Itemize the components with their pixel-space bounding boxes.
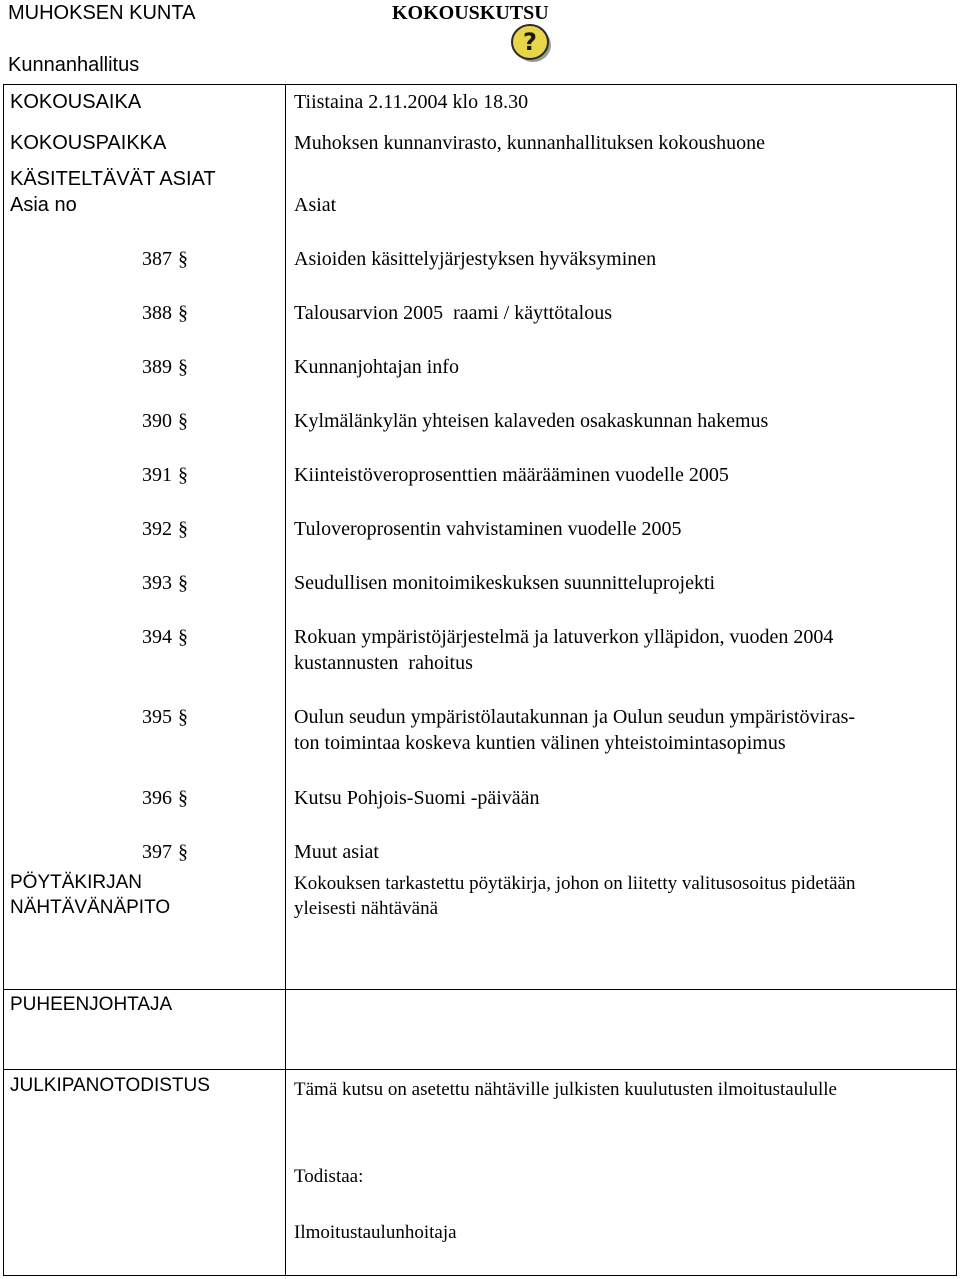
item-number: 393: [142, 572, 172, 594]
section-sign-icon: §: [178, 787, 188, 809]
item-title: Asioiden käsittelyjärjestyksen hyväksyminen: [294, 248, 657, 270]
meeting-time-label: KOKOUSAIKA: [10, 91, 142, 113]
section-sign-icon: §: [178, 302, 188, 324]
chairperson-label: PUHEENJOHTAJA: [10, 994, 173, 1015]
minutes-label-continued: NÄHTÄVÄNÄPITO: [10, 897, 171, 918]
section-sign-icon: §: [178, 464, 188, 486]
item-title-continued: kustannusten rahoitus: [294, 652, 473, 674]
item-title: Muut asiat: [294, 841, 379, 863]
item-title: Tuloveroprosentin vahvistaminen vuodelle 2005: [294, 518, 682, 540]
item-number: 395: [142, 706, 172, 728]
divider-line: [3, 989, 957, 990]
item-number: 392: [142, 518, 172, 540]
section-sign-icon: §: [178, 410, 188, 432]
table-top-border: [3, 84, 957, 85]
item-title: Kiinteistöveroprosenttien määrääminen vuodelle 2005: [294, 464, 729, 486]
item-number: 389: [142, 356, 172, 378]
board-name: Kunnanhallitus: [8, 54, 140, 76]
item-number: 388: [142, 302, 172, 324]
section-sign-icon: §: [178, 248, 188, 270]
meeting-time-value: Tiistaina 2.11.2004 klo 18.30: [294, 91, 529, 113]
item-number: 397: [142, 841, 172, 863]
item-title: Seudullisen monitoimikeskuksen suunnitteluprojekti: [294, 572, 716, 594]
item-number: 394: [142, 626, 172, 648]
minutes-label: PÖYTÄKIRJAN: [10, 872, 142, 893]
item-number: 391: [142, 464, 172, 486]
item-title: Talousarvion 2005 raami / käyttötalous: [294, 302, 612, 324]
section-sign-icon: §: [178, 572, 188, 594]
section-sign-icon: §: [178, 626, 188, 648]
signer-title: Ilmoitustaulunhoitaja: [294, 1222, 457, 1243]
column-divider: [285, 84, 286, 1276]
item-number: 387: [142, 248, 172, 270]
question-mark-icon: [510, 22, 552, 64]
section-sign-icon: §: [178, 356, 188, 378]
certificate-text: Tämä kutsu on asetettu nähtäville julkisten kuulutusten ilmoitustaululle: [294, 1079, 837, 1100]
municipality-name: MUHOKSEN KUNTA: [8, 2, 196, 24]
item-title-continued: ton toimintaa koskeva kuntien välinen yhteistoimintasopimus: [294, 732, 786, 754]
svg-text:?: ?: [523, 28, 537, 56]
item-title: Kutsu Pohjois-Suomi -päivään: [294, 787, 540, 809]
table-left-border: [3, 84, 4, 1276]
agenda-section-label: KÄSITELTÄVÄT ASIAT: [10, 168, 216, 190]
item-number: 396: [142, 787, 172, 809]
table-right-border: [956, 84, 957, 1276]
section-sign-icon: §: [178, 841, 188, 863]
agenda-col-number: Asia no: [10, 194, 77, 216]
certificate-label: JULKIPANOTODISTUS: [10, 1075, 210, 1096]
minutes-text-continued: yleisesti nähtävänä: [294, 898, 439, 919]
item-title: Rokuan ympäristöjärjestelmä ja latuverkon ylläpidon, vuoden 2004: [294, 626, 834, 648]
section-sign-icon: §: [178, 518, 188, 540]
item-title: Oulun seudun ympäristölautakunnan ja Oulun seudun ympäristöviras-: [294, 706, 856, 728]
section-sign-icon: §: [178, 706, 188, 728]
item-number: 390: [142, 410, 172, 432]
minutes-text: Kokouksen tarkastettu pöytäkirja, johon on liitetty valitusosoitus pidetään: [294, 873, 856, 894]
meeting-place-value: Muhoksen kunnanvirasto, kunnanhallituksen kokoushuone: [294, 132, 766, 154]
document-title: KOKOUSKUTSU: [392, 2, 549, 24]
attest-label: Todistaa:: [294, 1166, 364, 1187]
agenda-col-item: Asiat: [294, 194, 337, 216]
table-bottom-border: [3, 1275, 957, 1276]
item-title: Kunnanjohtajan info: [294, 356, 459, 378]
divider-line: [3, 1069, 957, 1070]
meeting-place-label: KOKOUSPAIKKA: [10, 132, 167, 154]
item-title: Kylmälänkylän yhteisen kalaveden osakaskunnan hakemus: [294, 410, 769, 432]
